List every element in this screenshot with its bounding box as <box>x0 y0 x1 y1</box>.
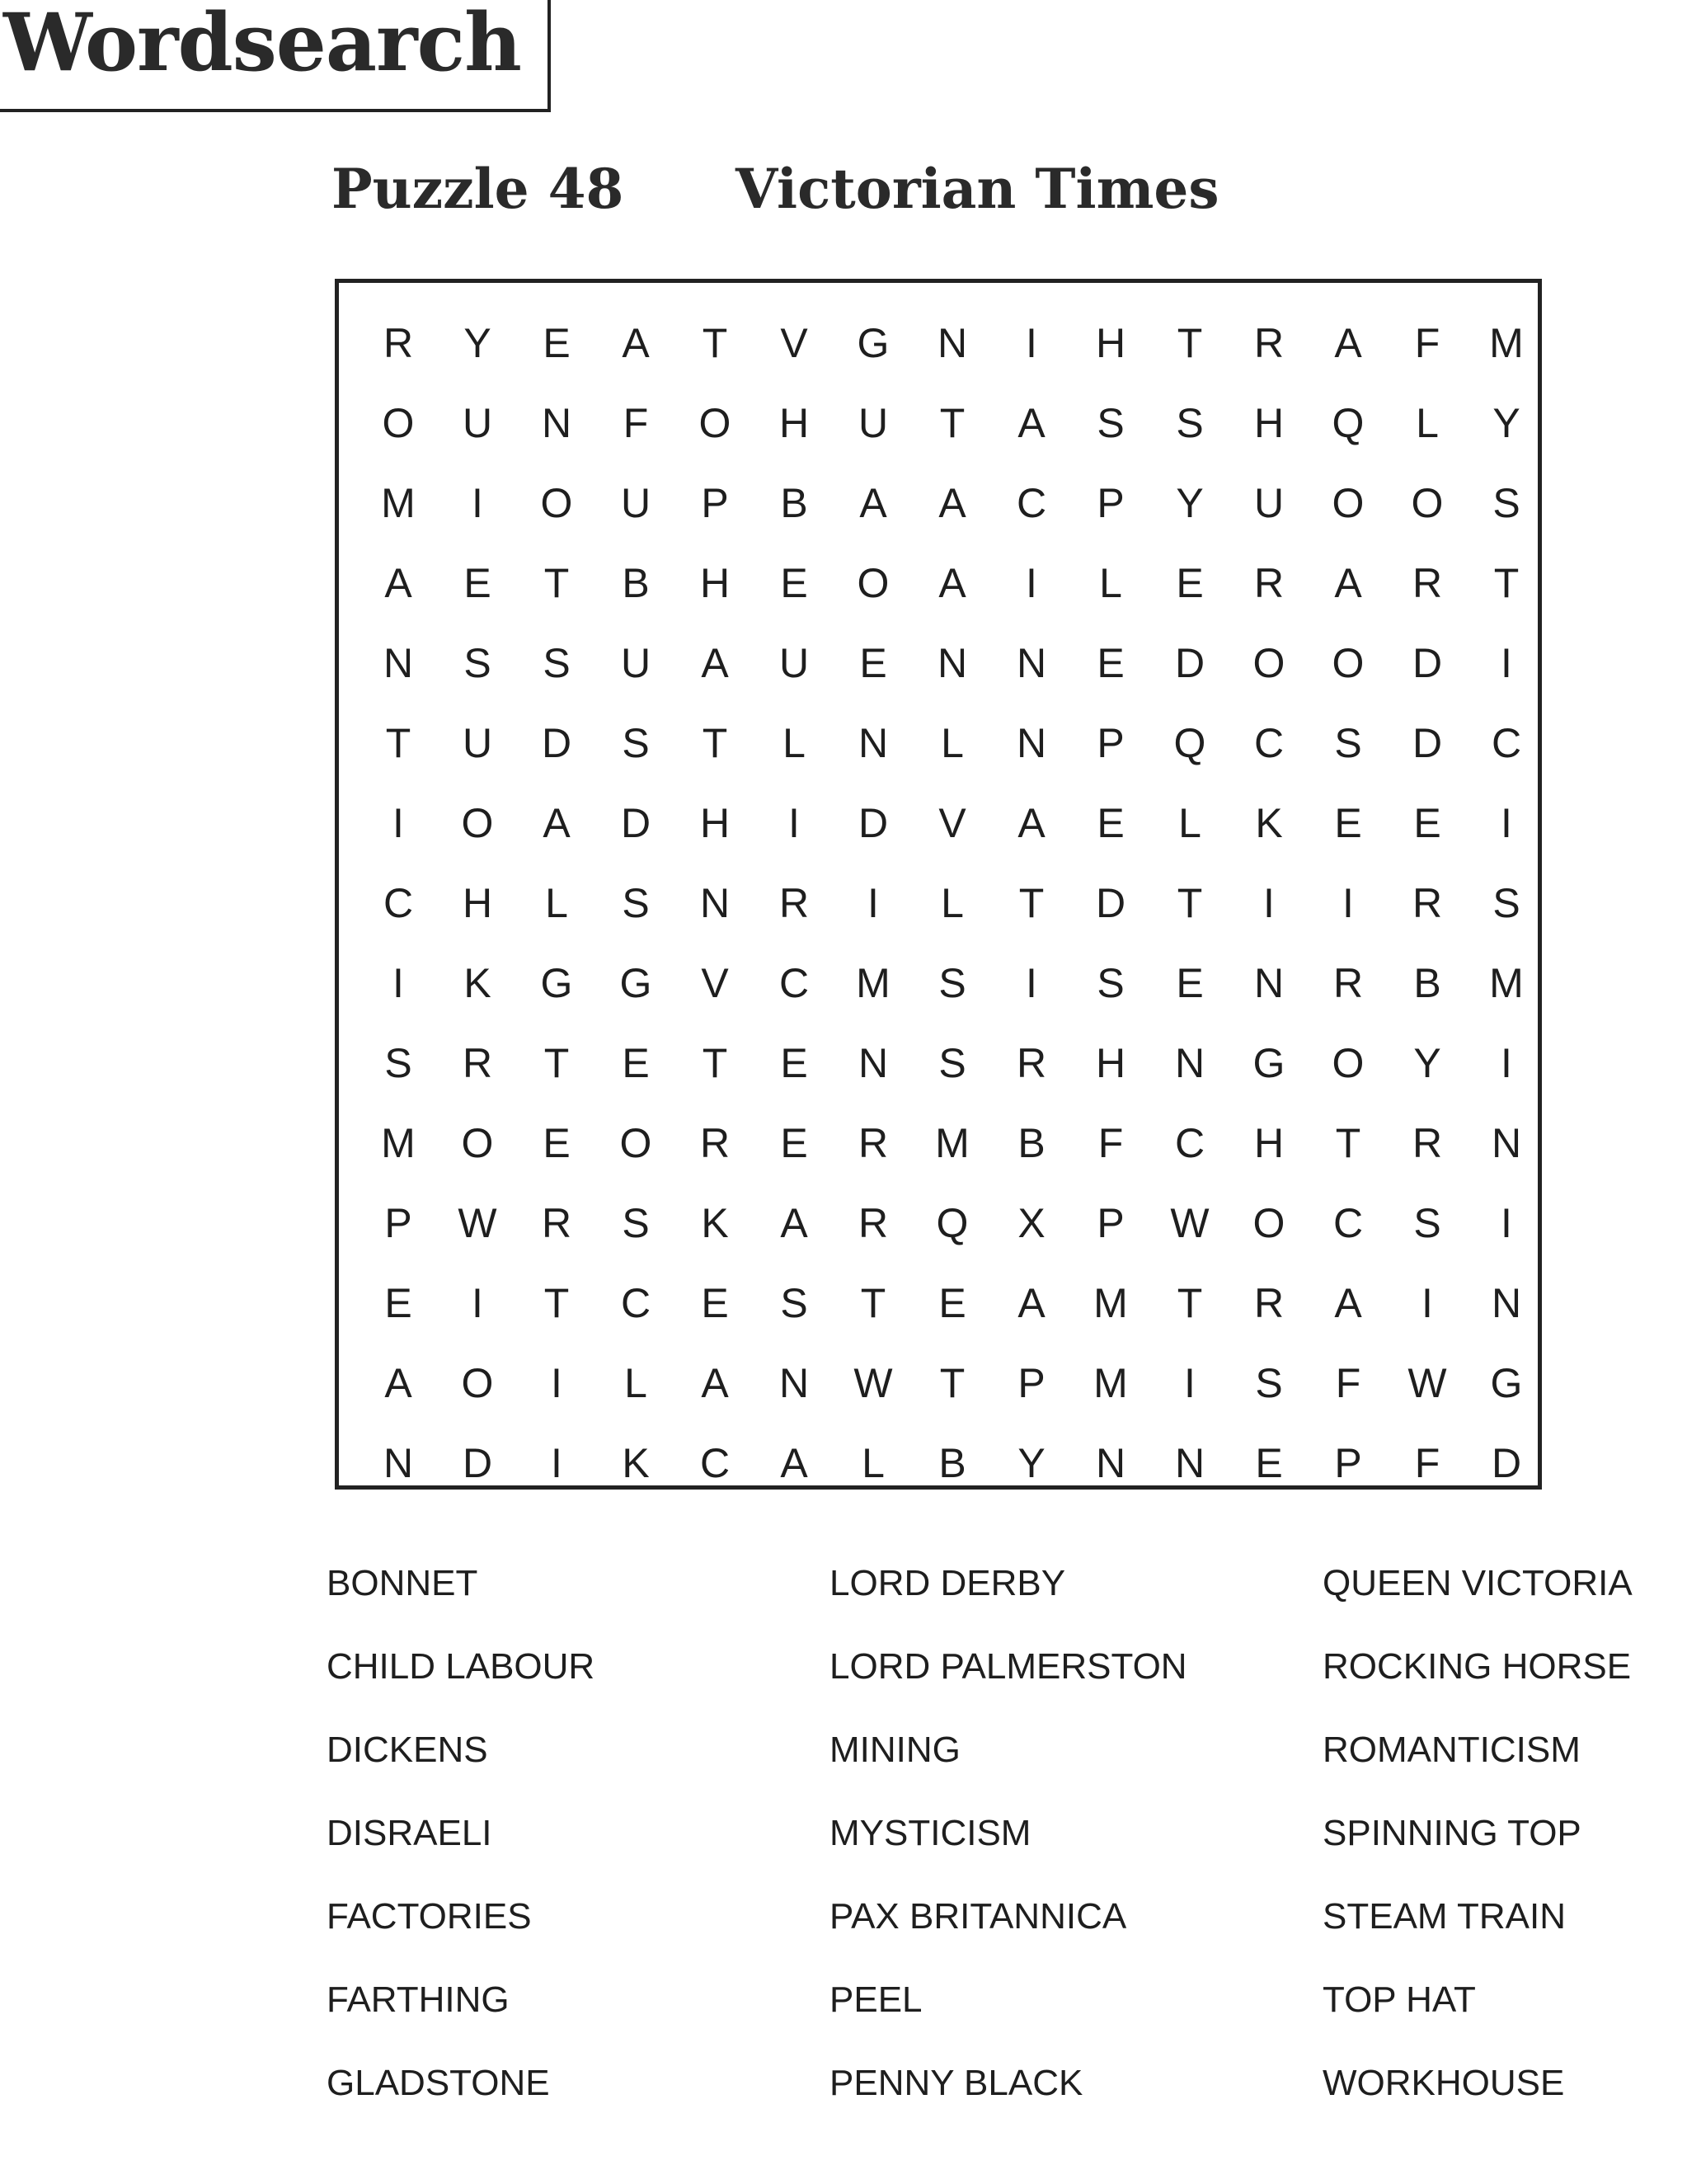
grid-letter: Y <box>463 319 491 366</box>
grid-letter: C <box>620 1279 651 1326</box>
word-item: FARTHING <box>327 1979 510 2020</box>
grid-letter: I <box>472 1279 483 1326</box>
grid-letter: Q <box>1173 719 1206 766</box>
grid-letter: M <box>1093 1279 1128 1326</box>
grid-letter: E <box>1413 799 1441 846</box>
grid-letter: M <box>381 1119 416 1166</box>
grid-letter: V <box>701 959 729 1006</box>
grid-letter: V <box>938 799 966 846</box>
grid-letter: T <box>860 1279 886 1326</box>
grid-letter: Y <box>1176 479 1204 526</box>
grid-letter: T <box>543 559 570 606</box>
grid-letter: N <box>1095 1439 1126 1486</box>
grid-letter: I <box>1026 959 1037 1006</box>
grid-letter: N <box>541 399 572 446</box>
grid-letter: O <box>1411 479 1444 526</box>
grid-letter: B <box>938 1439 966 1486</box>
grid-letter: A <box>938 479 966 526</box>
grid-letter: C <box>699 1439 731 1486</box>
grid-letter: D <box>1095 879 1126 926</box>
grid-letter: A <box>701 639 729 686</box>
grid-letter: S <box>780 1279 808 1326</box>
grid-letter: Y <box>1413 1039 1441 1086</box>
grid-letter: W <box>1170 1199 1210 1246</box>
grid-letter: M <box>1093 1359 1128 1406</box>
grid-letter: O <box>461 1119 494 1166</box>
grid-letter: S <box>1492 879 1520 926</box>
grid-letter: O <box>1332 639 1365 686</box>
grid-letter: H <box>1253 399 1285 446</box>
grid-letter: U <box>620 639 651 686</box>
grid-letter: B <box>622 559 650 606</box>
grid-letter: C <box>1332 1199 1364 1246</box>
grid-letter: E <box>384 1279 412 1326</box>
grid-letter: R <box>1016 1039 1047 1086</box>
grid-letter: T <box>385 719 411 766</box>
grid-letter: S <box>1255 1359 1283 1406</box>
grid-letter: M <box>856 959 890 1006</box>
word-item: CHILD LABOUR <box>327 1646 595 1687</box>
grid-letter: L <box>1099 559 1122 606</box>
grid-letter: A <box>1017 399 1046 446</box>
grid-letter: F <box>1335 1359 1361 1406</box>
grid-letter: I <box>1501 1199 1512 1246</box>
grid-letter: F <box>1097 1119 1124 1166</box>
grid-letter: O <box>461 1359 494 1406</box>
grid-letter: N <box>1491 1119 1522 1166</box>
grid-letter: T <box>1177 1279 1203 1326</box>
grid-letter: N <box>1253 959 1285 1006</box>
grid-letter: T <box>1177 879 1203 926</box>
grid-letter: S <box>622 879 650 926</box>
grid-letter: N <box>778 1359 810 1406</box>
grid-letter: I <box>1342 879 1354 926</box>
header-box <box>0 0 551 112</box>
grid-letter: Q <box>1332 399 1365 446</box>
grid-letter: R <box>858 1199 889 1246</box>
grid-letter: A <box>1334 319 1362 366</box>
grid-letter: N <box>858 719 889 766</box>
grid-letter: O <box>857 559 890 606</box>
grid-letter: D <box>620 799 651 846</box>
grid-letter: R <box>858 1119 889 1166</box>
grid-letter: H <box>1253 1119 1285 1166</box>
grid-letter: I <box>788 799 800 846</box>
grid-letter: G <box>1252 1039 1285 1086</box>
puzzle-theme: Victorian Times <box>735 157 1219 221</box>
grid-letter: L <box>862 1439 885 1486</box>
grid-letter: U <box>778 639 810 686</box>
letter-grid <box>359 303 1546 1503</box>
grid-letter: D <box>1174 639 1205 686</box>
grid-letter: A <box>1017 1279 1046 1326</box>
grid-letter: Y <box>1492 399 1520 446</box>
grid-letter: H <box>1095 1039 1126 1086</box>
page-title: Wordsearch <box>3 0 521 89</box>
grid-letter: W <box>1407 1359 1447 1406</box>
grid-letter: M <box>935 1119 970 1166</box>
word-list <box>327 1563 1662 2103</box>
grid-letter: W <box>853 1359 893 1406</box>
grid-letter: O <box>698 399 731 446</box>
grid-letter: T <box>1177 319 1203 366</box>
grid-letter: F <box>1414 1439 1440 1486</box>
grid-letter: Y <box>1017 1439 1046 1486</box>
grid-letter: G <box>857 319 890 366</box>
grid-letter: A <box>780 1439 808 1486</box>
grid-letter: E <box>543 319 571 366</box>
grid-letter: O <box>1332 1039 1365 1086</box>
grid-letter: I <box>1263 879 1275 926</box>
grid-letter: A <box>780 1199 808 1246</box>
grid-letter: H <box>778 399 810 446</box>
grid-letter: O <box>461 799 494 846</box>
grid-letter: I <box>392 959 404 1006</box>
word-item: QUEEN VICTORIA <box>1323 1563 1633 1603</box>
grid-letter: E <box>938 1279 966 1326</box>
grid-letter: S <box>463 639 491 686</box>
grid-letter: A <box>384 1359 412 1406</box>
word-item: PENNY BLACK <box>829 2063 1083 2103</box>
grid-letter: E <box>1097 799 1125 846</box>
grid-letter: C <box>1491 719 1522 766</box>
grid-letter: R <box>1253 559 1285 606</box>
grid-letter: N <box>1016 719 1047 766</box>
grid-letter: O <box>1252 639 1285 686</box>
word-item: ROCKING HORSE <box>1323 1646 1632 1687</box>
grid-letter: A <box>384 559 412 606</box>
grid-letter: E <box>622 1039 650 1086</box>
word-item: GLADSTONE <box>327 2063 550 2103</box>
grid-letter: E <box>780 1039 808 1086</box>
grid-letter: T <box>543 1039 570 1086</box>
grid-letter: T <box>939 1359 966 1406</box>
grid-letter: S <box>1097 399 1125 446</box>
grid-letter: N <box>383 639 414 686</box>
grid-letter: I <box>1501 1039 1512 1086</box>
grid-letter: R <box>1412 1119 1443 1166</box>
grid-letter: K <box>622 1439 650 1486</box>
word-item: TOP HAT <box>1323 1979 1476 2020</box>
grid-letter: N <box>383 1439 414 1486</box>
grid-letter: R <box>1253 1279 1285 1326</box>
word-item: BONNET <box>327 1563 478 1603</box>
grid-letter: E <box>780 559 808 606</box>
word-item: STEAM TRAIN <box>1323 1896 1567 1937</box>
grid-letter: I <box>551 1439 562 1486</box>
word-list-column-2 <box>829 1563 1323 2103</box>
grid-letter: T <box>702 719 728 766</box>
grid-letter: G <box>619 959 652 1006</box>
grid-letter: P <box>701 479 729 526</box>
grid-letter: M <box>381 479 416 526</box>
grid-letter: E <box>859 639 887 686</box>
grid-letter: R <box>462 1039 493 1086</box>
grid-letter: T <box>543 1279 570 1326</box>
grid-letter: S <box>938 959 966 1006</box>
grid-letter: A <box>701 1359 729 1406</box>
word-item: LORD PALMERSTON <box>829 1646 1187 1687</box>
grid-letter: K <box>701 1199 729 1246</box>
grid-letter: L <box>545 879 568 926</box>
grid-letter: I <box>1421 1279 1433 1326</box>
grid-letter: S <box>1492 479 1520 526</box>
grid-letter: N <box>1491 1279 1522 1326</box>
grid-letter: I <box>1501 799 1512 846</box>
grid-letter: D <box>858 799 889 846</box>
grid-letter: P <box>1097 479 1125 526</box>
grid-letter: E <box>1176 959 1204 1006</box>
grid-letter: R <box>778 879 810 926</box>
grid-letter: O <box>1252 1199 1285 1246</box>
grid-letter: S <box>543 639 571 686</box>
grid-letter: R <box>541 1199 572 1246</box>
grid-letter: U <box>1253 479 1285 526</box>
grid-letter: V <box>780 319 808 366</box>
grid-letter: S <box>938 1039 966 1086</box>
grid-letter: L <box>624 1359 647 1406</box>
grid-letter: F <box>1414 319 1440 366</box>
letter-grid-frame <box>335 279 1542 1490</box>
grid-letter: I <box>392 799 404 846</box>
grid-letter: C <box>778 959 810 1006</box>
grid-letter: L <box>1178 799 1201 846</box>
grid-letter: L <box>782 719 806 766</box>
word-list-column-1 <box>327 1563 829 2103</box>
grid-letter: R <box>1412 559 1443 606</box>
grid-letter: D <box>1491 1439 1522 1486</box>
grid-letter: N <box>1016 639 1047 686</box>
grid-letter: H <box>699 799 731 846</box>
grid-letter: U <box>462 399 493 446</box>
grid-letter: H <box>462 879 493 926</box>
grid-letter: S <box>622 1199 650 1246</box>
grid-letter: X <box>1017 1199 1046 1246</box>
grid-letter: M <box>1489 319 1524 366</box>
grid-letter: I <box>472 479 483 526</box>
grid-letter: B <box>1413 959 1441 1006</box>
grid-letter: S <box>1176 399 1204 446</box>
grid-letter: E <box>1334 799 1362 846</box>
grid-letter: U <box>462 719 493 766</box>
grid-letter: A <box>859 479 887 526</box>
grid-letter: B <box>1017 1119 1046 1166</box>
grid-letter: C <box>1174 1119 1205 1166</box>
grid-letter: S <box>1413 1199 1441 1246</box>
grid-letter: L <box>941 879 964 926</box>
grid-letter: U <box>620 479 651 526</box>
grid-letter: I <box>1026 319 1037 366</box>
grid-letter: T <box>1018 879 1045 926</box>
grid-letter: O <box>382 399 415 446</box>
grid-letter: M <box>1489 959 1524 1006</box>
grid-letter: P <box>1017 1359 1046 1406</box>
word-item: DICKENS <box>327 1730 488 1770</box>
grid-letter: N <box>1174 1039 1205 1086</box>
grid-letter: P <box>384 1199 412 1246</box>
grid-letter: E <box>543 1119 571 1166</box>
grid-letter: I <box>1026 559 1037 606</box>
grid-letter: P <box>1097 1199 1125 1246</box>
grid-letter: N <box>858 1039 889 1086</box>
grid-letter: S <box>622 719 650 766</box>
grid-letter: R <box>1253 319 1285 366</box>
grid-letter: R <box>1412 879 1443 926</box>
grid-letter: E <box>1255 1439 1283 1486</box>
grid-letter: B <box>780 479 808 526</box>
grid-letter: C <box>1253 719 1285 766</box>
grid-letter: G <box>540 959 573 1006</box>
grid-letter: C <box>383 879 414 926</box>
word-item: LORD DERBY <box>829 1563 1066 1603</box>
grid-letter: O <box>540 479 573 526</box>
grid-letter: S <box>384 1039 412 1086</box>
grid-letter: E <box>1097 639 1125 686</box>
grid-letter: E <box>780 1119 808 1166</box>
grid-letter: F <box>623 399 649 446</box>
grid-letter: Q <box>936 1199 969 1246</box>
grid-letter: L <box>1416 399 1439 446</box>
grid-letter: K <box>463 959 491 1006</box>
grid-letter: C <box>1016 479 1047 526</box>
grid-letter: A <box>938 559 966 606</box>
puzzle-number: Puzzle 48 <box>331 157 624 221</box>
grid-letter: D <box>1412 719 1443 766</box>
grid-letter: H <box>699 559 731 606</box>
grid-letter: I <box>1501 639 1512 686</box>
grid-letter: T <box>939 399 966 446</box>
grid-letter: R <box>1332 959 1364 1006</box>
grid-letter: P <box>1097 719 1125 766</box>
word-list-column-3 <box>1323 1563 1662 2103</box>
grid-letter: P <box>1334 1439 1362 1486</box>
grid-letter: D <box>1412 639 1443 686</box>
word-item: PEEL <box>829 1979 923 2020</box>
grid-letter: T <box>1493 559 1520 606</box>
word-item: MINING <box>829 1730 961 1770</box>
word-item: MYSTICISM <box>829 1813 1031 1853</box>
grid-letter: K <box>1255 799 1283 846</box>
grid-letter: I <box>1184 1359 1196 1406</box>
grid-letter: U <box>858 399 889 446</box>
grid-letter: A <box>1334 559 1362 606</box>
grid-letter: L <box>941 719 964 766</box>
word-item: FACTORIES <box>327 1896 532 1937</box>
grid-letter: A <box>1017 799 1046 846</box>
grid-letter: O <box>619 1119 652 1166</box>
grid-letter: D <box>462 1439 493 1486</box>
word-item: ROMANTICISM <box>1323 1730 1581 1770</box>
grid-letter: N <box>1174 1439 1205 1486</box>
grid-letter: S <box>1097 959 1125 1006</box>
grid-letter: S <box>1334 719 1362 766</box>
grid-letter: A <box>543 799 571 846</box>
grid-letter: E <box>1176 559 1204 606</box>
grid-letter: N <box>937 319 968 366</box>
grid-letter: W <box>458 1199 497 1246</box>
grid-letter: H <box>1095 319 1126 366</box>
word-item: PAX BRITANNICA <box>829 1896 1127 1937</box>
grid-letter: I <box>551 1359 562 1406</box>
grid-letter: R <box>699 1119 731 1166</box>
grid-letter: T <box>702 319 728 366</box>
word-item: DISRAELI <box>327 1813 492 1853</box>
grid-letter: A <box>622 319 650 366</box>
grid-letter: T <box>1335 1119 1361 1166</box>
grid-letter: D <box>541 719 572 766</box>
word-item: SPINNING TOP <box>1323 1813 1581 1853</box>
grid-letter: R <box>383 319 414 366</box>
grid-letter: O <box>1332 479 1365 526</box>
grid-letter: E <box>463 559 491 606</box>
grid-letter: N <box>699 879 731 926</box>
grid-letter: A <box>1334 1279 1362 1326</box>
grid-letter: G <box>1490 1359 1523 1406</box>
grid-letter: N <box>937 639 968 686</box>
grid-letter: E <box>701 1279 729 1326</box>
grid-letter: T <box>702 1039 728 1086</box>
grid-letter: I <box>867 879 879 926</box>
word-item: WORKHOUSE <box>1323 2063 1565 2103</box>
